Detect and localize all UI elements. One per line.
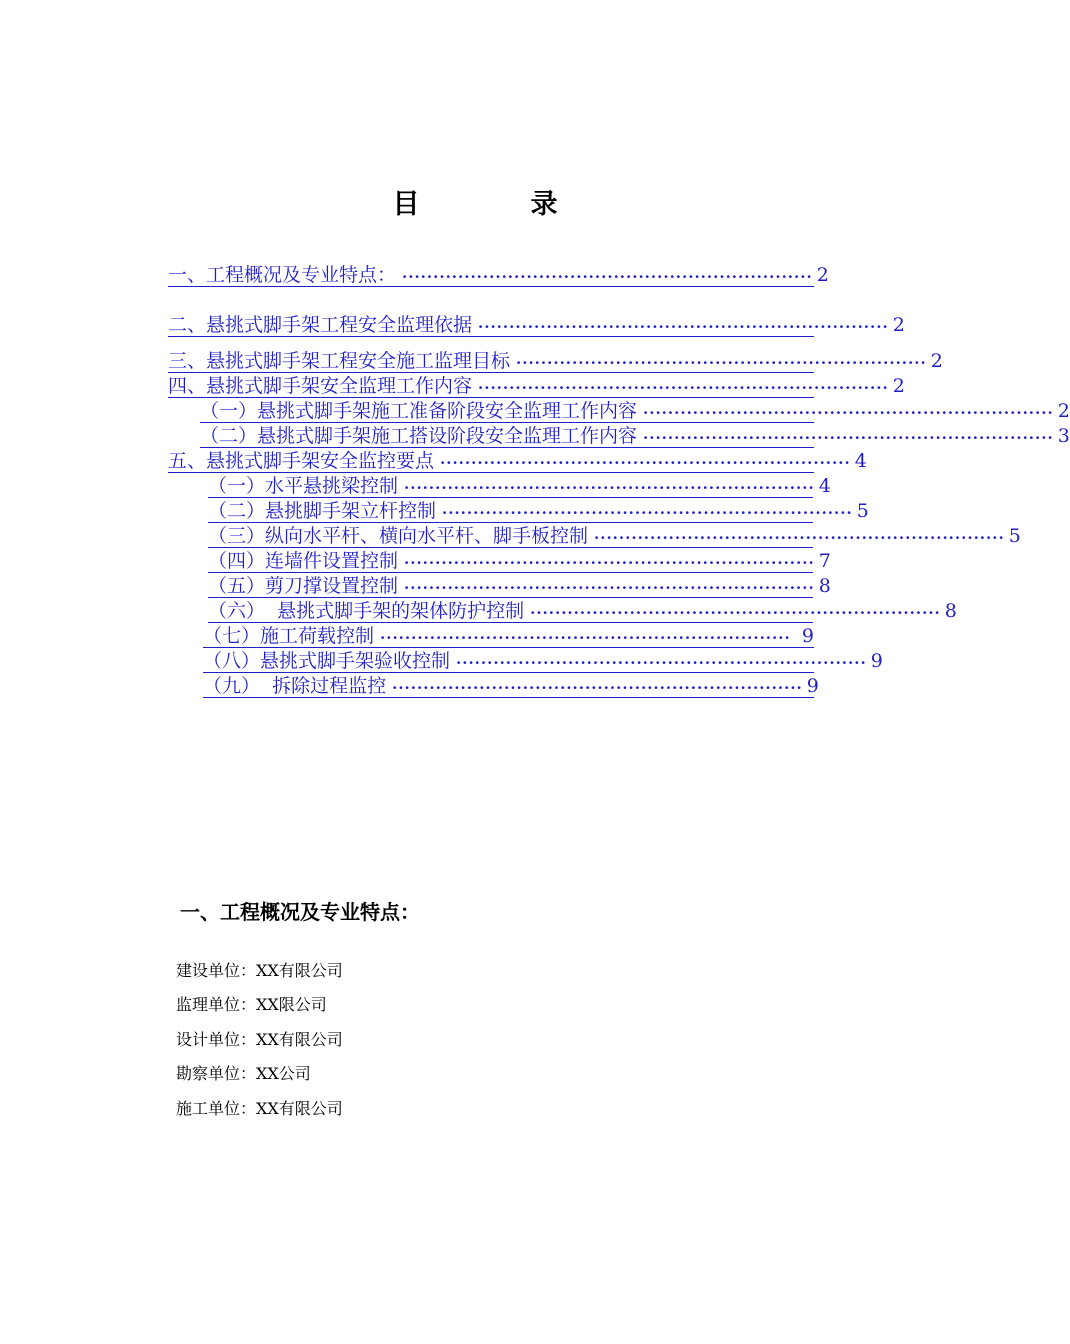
toc-entry-label: （一）水平悬挑梁控制	[208, 475, 399, 497]
toc-leader-dots: ··································································	[404, 554, 815, 572]
toc-entry-label: （八）悬挑式脚手架验收控制	[203, 650, 451, 672]
toc-entry-page: 5	[1008, 525, 1021, 547]
toc-entry-page: 9	[806, 675, 819, 697]
toc-entry-page: 3	[1057, 425, 1070, 447]
toc-entry-label: 二、悬挑式脚手架工程安全监理依据	[168, 314, 473, 336]
toc-entry-label: 四、悬挑式脚手架安全监理工作内容	[168, 375, 473, 397]
toc-entry-page: 8	[944, 600, 957, 622]
toc-leader-dots: ··································································	[392, 679, 803, 697]
toc-entry-label: 五、悬挑式脚手架安全监控要点	[168, 450, 435, 472]
toc-entry-page: 5	[856, 500, 869, 522]
toc-entry-15[interactable]	[203, 648, 883, 673]
toc-entry-page: 2	[892, 314, 905, 336]
toc-entry-page: 9	[870, 650, 883, 672]
toc-entry-9[interactable]	[208, 498, 869, 523]
toc-entry-page: 9	[801, 625, 814, 647]
toc-entry-label: （九） 拆除过程监控	[203, 675, 387, 697]
toc-leader-dots: ··································································	[402, 268, 813, 286]
toc-entry-12[interactable]	[208, 573, 831, 598]
toc-entry-page: 2	[892, 375, 905, 397]
toc-entry-14[interactable]	[203, 623, 814, 648]
info-line-supervision-unit: 监理单位：XX限公司	[176, 995, 327, 1014]
toc-entry-label: （一）悬挑式脚手架施工准备阶段安全监理工作内容	[200, 400, 638, 422]
toc-entry-label: （三）纵向水平杆、横向水平杆、脚手板控制	[208, 525, 589, 547]
section-heading: 一、工程概况及专业特点：	[180, 900, 420, 924]
info-line-construction-unit: 建设单位：XX有限公司	[176, 961, 343, 980]
toc-entry-16[interactable]	[203, 673, 819, 698]
info-line-survey-unit: 勘察单位：XX公司	[176, 1064, 311, 1083]
toc-entry-3[interactable]	[168, 348, 943, 373]
toc-title: 目 录	[392, 189, 600, 220]
toc-leader-dots: ··································································	[380, 629, 791, 647]
toc-leader-dots: ··································································	[404, 579, 815, 597]
toc-entry-4[interactable]	[168, 373, 905, 398]
toc-entry-page: 7	[818, 550, 831, 572]
toc-leader-dots: ··································································	[442, 504, 853, 522]
toc-entry-label: （七）施工荷载控制	[203, 625, 375, 647]
toc-entry-label: （二）悬挑式脚手架施工搭设阶段安全监理工作内容	[200, 425, 638, 447]
info-line-design-unit: 设计单位：XX有限公司	[176, 1030, 343, 1049]
toc-entry-label: 三、悬挑式脚手架工程安全施工监理目标	[168, 350, 511, 372]
toc-leader-dots: ··································································	[478, 379, 889, 397]
toc-leader-dots: ··································································	[456, 654, 867, 672]
toc-entry-2[interactable]	[168, 312, 905, 337]
toc-entry-page: 2	[816, 264, 829, 286]
toc-leader-dots: ··································································	[643, 429, 1054, 447]
toc-entry-label: （四）连墙件设置控制	[208, 550, 399, 572]
toc-entry-page: 8	[818, 575, 831, 597]
toc-leader-dots: ··································································	[516, 354, 927, 372]
toc-leader-dots: ··································································	[440, 454, 851, 472]
toc-leader-dots: ··································································	[594, 529, 1005, 547]
toc-entry-10[interactable]	[208, 523, 1021, 548]
toc-entry-1[interactable]	[168, 262, 829, 287]
toc-entry-label: （五）剪刀撑设置控制	[208, 575, 399, 597]
toc-entry-label: （二）悬挑脚手架立杆控制	[208, 500, 437, 522]
toc-entry-page: 2	[930, 350, 943, 372]
toc-entry-13[interactable]	[208, 598, 957, 623]
toc-leader-dots: ··································································	[478, 318, 889, 336]
toc-entry-8[interactable]	[208, 473, 831, 498]
toc-entry-5[interactable]	[200, 398, 1070, 423]
toc-entry-page: 4	[818, 475, 831, 497]
toc-entry-11[interactable]	[208, 548, 831, 573]
toc-entry-page: 4	[854, 450, 867, 472]
toc-leader-dots: ··································································	[530, 604, 941, 622]
toc-entry-label: （六） 悬挑式脚手架的架体防护控制	[208, 600, 525, 622]
toc-entry-6[interactable]	[200, 423, 1070, 448]
toc-entry-label: 一、工程概况及专业特点：	[168, 264, 397, 286]
toc-entry-7[interactable]	[168, 448, 867, 473]
info-line-contractor-unit: 施工单位：XX有限公司	[176, 1099, 343, 1118]
toc-entry-page: 2	[1057, 400, 1070, 422]
toc-leader-dots: ··································································	[643, 404, 1054, 422]
toc-leader-dots: ··································································	[404, 479, 815, 497]
